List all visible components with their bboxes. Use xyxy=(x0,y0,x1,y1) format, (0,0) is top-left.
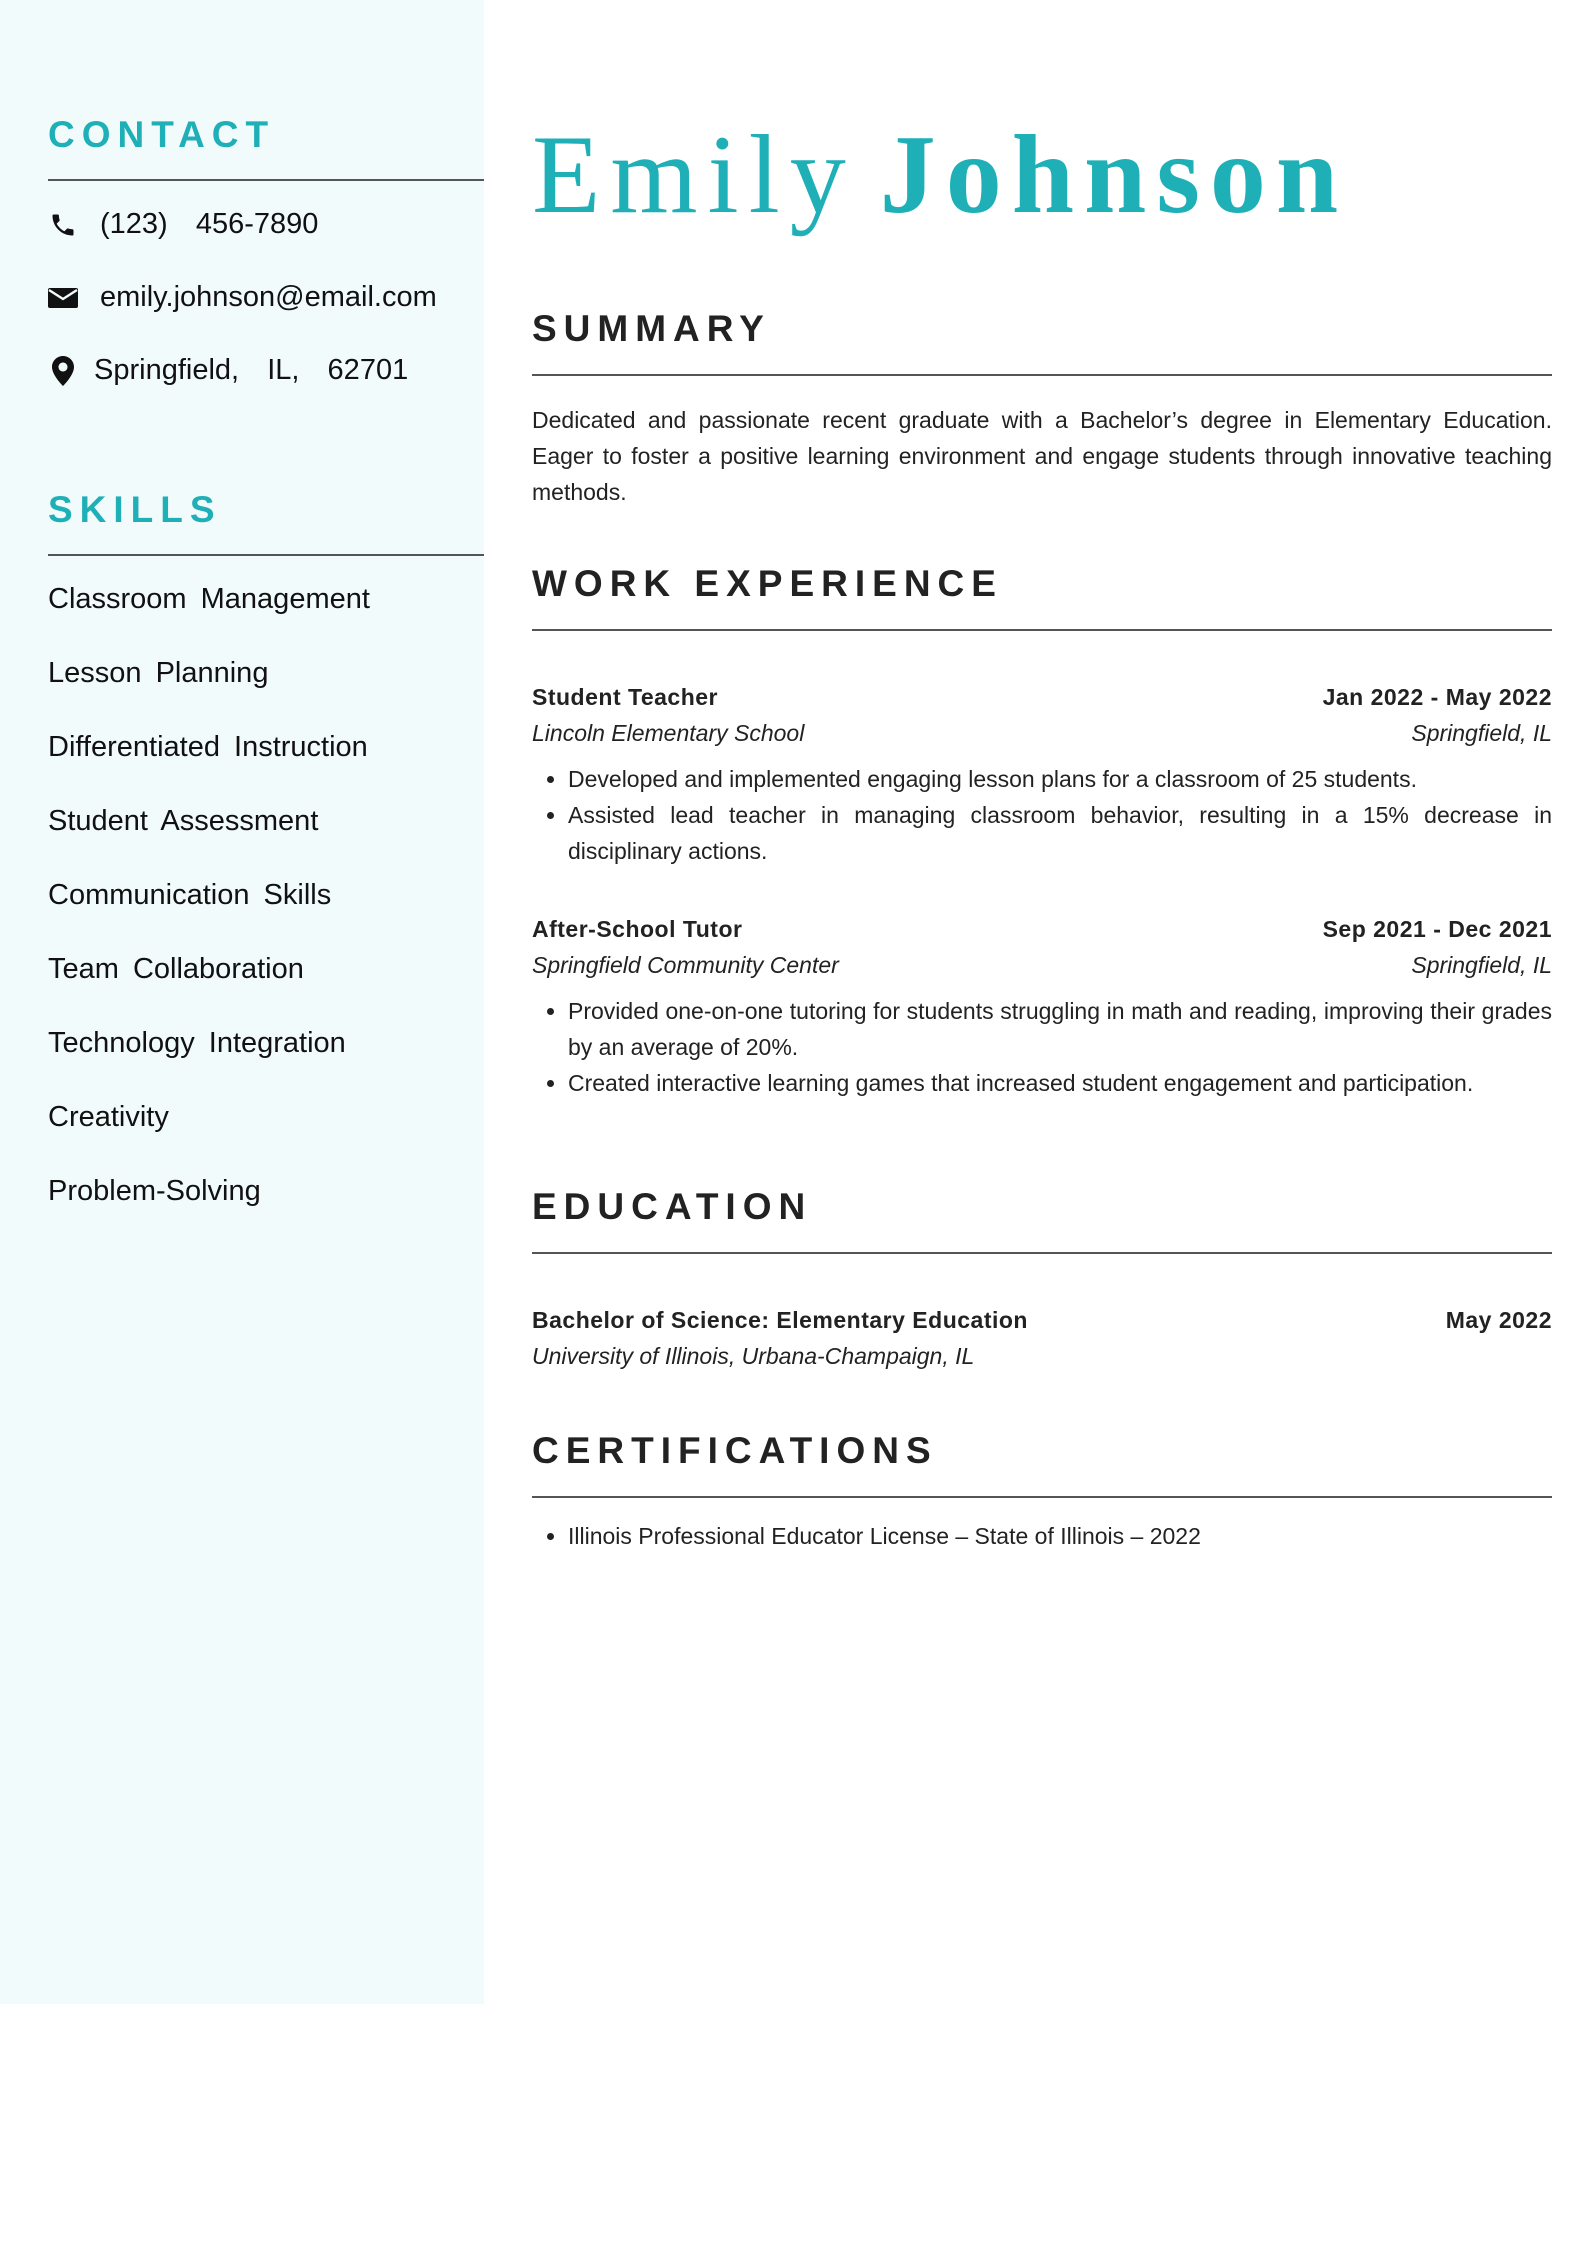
job-bullet: • Developed and implemented engaging lesson plans for a classroom of 25 students. xyxy=(568,761,1552,797)
skill-item: Communication Skills xyxy=(48,879,332,911)
sidebar xyxy=(0,0,484,2004)
skill-item: Team Collaboration xyxy=(48,953,304,985)
contact-location xyxy=(48,334,484,407)
work-experience-divider xyxy=(532,629,1552,631)
contact-divider xyxy=(48,179,484,181)
work-experience-heading: WORK EXPERIENCE xyxy=(532,563,1003,604)
education-entry xyxy=(532,1302,1552,1374)
job-subheader xyxy=(532,947,1552,983)
education-section xyxy=(532,1185,1552,1374)
education-heading: EDUCATION xyxy=(532,1186,813,1227)
job-header xyxy=(532,911,1552,947)
first-name: Emily xyxy=(532,113,856,237)
education-header xyxy=(532,1302,1552,1338)
skill-item: Technology Integration xyxy=(48,1027,346,1059)
summary-text: Dedicated and passionate recent graduate with a Bachelor’s degree in Elementary Education. Eager to foster a positive learning environment and engage students through innovative teaching methods. xyxy=(532,407,1552,505)
location-text: Springfield, IL, 62701 xyxy=(94,354,409,386)
email-address[interactable]: emily.johnson@email.com xyxy=(100,281,437,313)
job-title: Student Teacher xyxy=(532,684,718,710)
phone-icon xyxy=(48,210,78,240)
last-name: Johnson xyxy=(879,113,1349,237)
skill-item: Lesson Planning xyxy=(48,657,269,689)
skill-item: Creativity xyxy=(48,1101,169,1133)
job-subheader xyxy=(532,715,1552,751)
contact-section xyxy=(48,114,484,407)
job-dates: Jan 2022 - May 2022 xyxy=(1322,684,1552,710)
education-subheader xyxy=(532,1338,1552,1374)
skills-divider xyxy=(48,554,484,556)
job-dates: Sep 2021 - Dec 2021 xyxy=(1322,916,1552,942)
school: University of Illinois, Urbana-Champaign, IL xyxy=(532,1343,975,1369)
job-bullets xyxy=(532,993,1552,1101)
certifications-section xyxy=(532,1429,1552,1554)
skills-list xyxy=(48,562,484,1228)
certification-item: • Illinois Professional Educator License – State of Illinois – 2022 xyxy=(568,1518,1552,1554)
job-bullet: • Created interactive learning games that increased student engagement and participation. xyxy=(568,1065,1552,1101)
skill-item: Problem-Solving xyxy=(48,1175,261,1207)
candidate-name xyxy=(532,110,1348,240)
contact-list xyxy=(48,188,484,407)
education-divider xyxy=(532,1252,1552,1254)
job-bullet: • Assisted lead teacher in managing classroom behavior, resulting in a 15% decrease in disciplinary actions. xyxy=(568,797,1552,869)
job-location: Springfield, IL xyxy=(1411,952,1552,978)
map-pin-icon xyxy=(48,356,78,386)
envelope-icon xyxy=(48,283,78,313)
skill-item: Student Assessment xyxy=(48,805,319,837)
skills-heading: SKILLS xyxy=(48,489,222,530)
certifications-heading: CERTIFICATIONS xyxy=(532,1430,938,1471)
degree: Bachelor of Science: Elementary Education xyxy=(532,1307,1028,1333)
job-bullet: • Provided one-on-one tutoring for students struggling in math and reading, improving their grades by an average of 20%. xyxy=(568,993,1552,1065)
job-title: After-School Tutor xyxy=(532,916,743,942)
job-header xyxy=(532,679,1552,715)
job-entry xyxy=(532,911,1552,1101)
skill-item: Classroom Management xyxy=(48,583,370,615)
summary-section xyxy=(532,307,1552,510)
certifications-divider xyxy=(532,1496,1552,1498)
contact-heading: CONTACT xyxy=(48,114,276,155)
skill-item: Differentiated Instruction xyxy=(48,731,368,763)
work-experience-section xyxy=(532,562,1552,1101)
summary-heading: SUMMARY xyxy=(532,308,771,349)
job-organization: Lincoln Elementary School xyxy=(532,720,805,746)
skills-section xyxy=(48,489,484,1228)
job-bullets xyxy=(532,761,1552,869)
phone-number[interactable]: (123) 456-7890 xyxy=(100,208,319,240)
certifications-list xyxy=(532,1518,1552,1554)
job-organization: Springfield Community Center xyxy=(532,952,839,978)
summary-divider xyxy=(532,374,1552,376)
job-location: Springfield, IL xyxy=(1411,720,1552,746)
job-entry xyxy=(532,679,1552,869)
contact-phone xyxy=(48,188,484,261)
degree-date: May 2022 xyxy=(1445,1307,1552,1333)
contact-email xyxy=(48,261,484,334)
